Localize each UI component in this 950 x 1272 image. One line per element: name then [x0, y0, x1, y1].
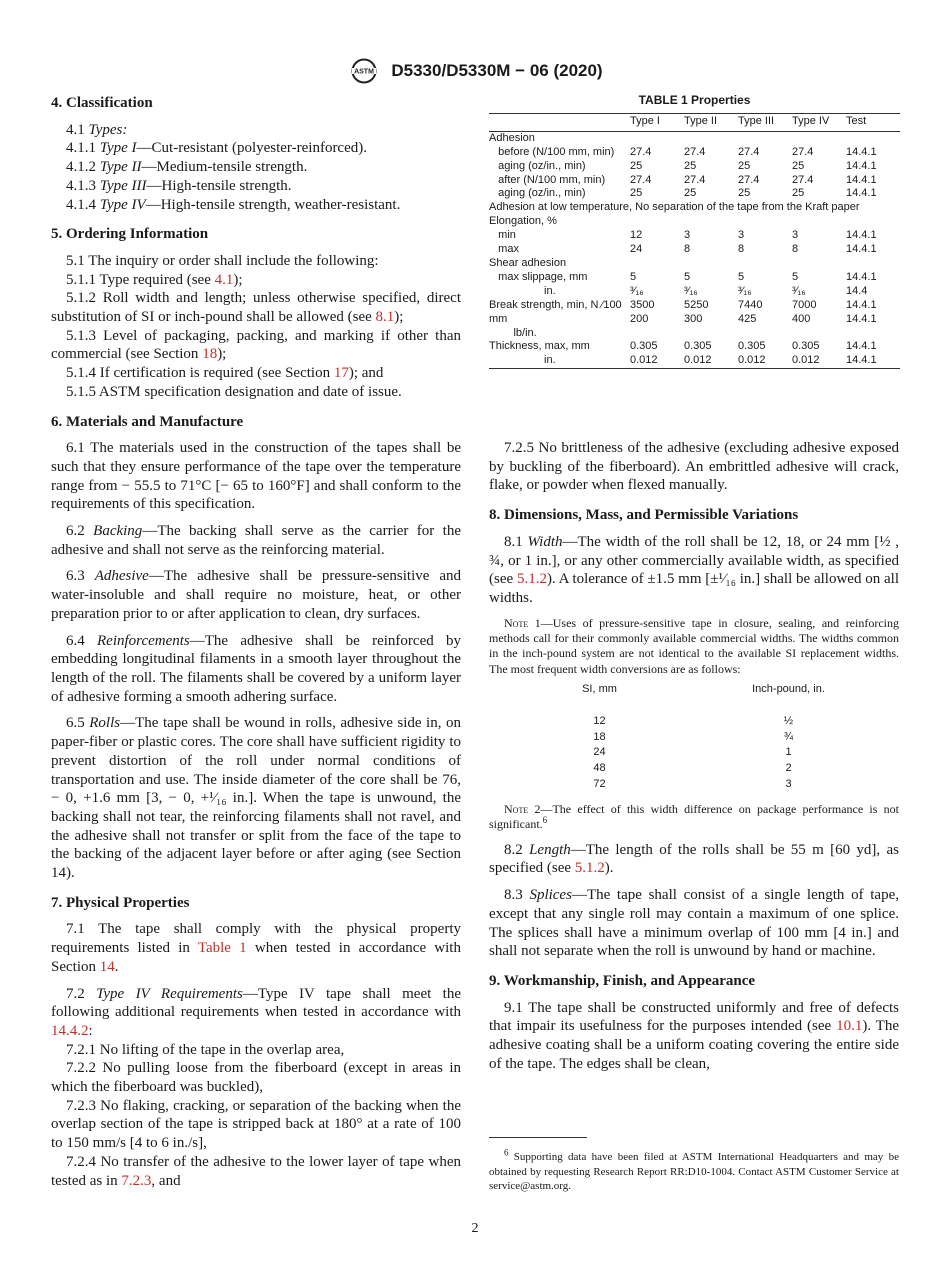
section-4-title: 4. Classification	[51, 95, 153, 111]
table-cell: 7440	[738, 298, 763, 311]
table-cell: 24	[630, 243, 643, 256]
table-cell: 14.4.1	[846, 270, 877, 283]
para-5-1-5: 5.1.5 ASTM specification designation and date of issue.	[66, 383, 402, 400]
table-cell: 200	[630, 312, 649, 325]
para-9-1: 9.1 The tape shall be constructed uniformly and free of defects that impair its usefulness for the purposes intended (see 10.1). The adhesive coating shall be a uniform coating covering the entire side of the tape. The edges shall be clean,	[489, 999, 899, 1072]
para-7-2-2: 7.2.2 No pulling loose from the fiberboard (except in areas in which the fiberboard was buckled),	[51, 1060, 461, 1096]
table-cell: Adhesion	[489, 131, 535, 144]
table-row	[489, 201, 900, 215]
table-cell: 5250	[684, 298, 709, 311]
table-cell: ³⁄₁₆	[738, 284, 752, 297]
para-6-5: 6.5 Rolls—The tape shall be wound in rolls, adhesive side in, on paper-fiber or plastic cores. The core shall have sufficient rigidity to prevent distortion of the roll under normal conditions of transportation and use. The inside diameter of the core shall be 76, − 0, +1.6 mm [3, − 0, +¹⁄₁₆ in.]. When the tape is unwound, the backing shall not tear, the reinforcing filaments shall not ravel, and the adhesive shall not transfer or split from the face of the tape to the backing of the adjacent layer before or after aging (see Section 14).	[51, 715, 461, 882]
link-7-2-3[interactable]: 7.2.3	[121, 1172, 152, 1189]
link-4-1[interactable]: 4.1	[214, 271, 234, 288]
table-cell: 25	[738, 159, 751, 172]
table-cell: 5	[792, 270, 799, 283]
table-cell: 8	[792, 243, 799, 256]
astm-logo-icon	[347, 58, 381, 84]
table-cell: Elongation, %	[489, 215, 557, 228]
table-cell: 3	[792, 229, 799, 242]
table-cell: 25	[738, 187, 751, 200]
table-cell: in.	[489, 354, 556, 367]
table-row: 72 3	[593, 778, 792, 791]
table-header-cell: Type III	[738, 114, 775, 127]
section-9-title: 9. Workmanship, Finish, and Appearance	[489, 972, 756, 989]
table-1	[489, 94, 900, 369]
table-1-title: TABLE 1 Properties	[638, 93, 751, 107]
table-row	[489, 313, 900, 327]
footnote-6: $^6$ Supporting data have been filed at ASTM International Headquarters and may be obtained by requesting Research Report RR:D10-1004. Contact ASTM Customer Service at service@astm.org.	[489, 1147, 899, 1193]
table-cell: 14.4	[846, 284, 868, 297]
footnote-divider	[489, 1137, 587, 1138]
table-cell: Shear adhesion	[489, 256, 567, 269]
table-cell: 3500	[630, 298, 655, 311]
page-header	[0, 58, 950, 84]
table-header-row	[506, 683, 882, 697]
table-row	[489, 146, 900, 160]
table-row	[489, 243, 900, 257]
para-6-2: 6.2 Backing—The backing shall serve as the carrier for the adhesive and shall not serve as the reinforcing material.	[51, 523, 462, 558]
para-8-1: 8.1 Width—The width of the roll shall be 12, 18, or 24 mm [½ , ¾, or 1 in.], or any other commercially available width, as specified (see 5.1.2). A tolerance of ±1.5 mm [±¹⁄₁₆ in.] shall be allowed on all widths.	[489, 533, 900, 606]
table-cell: 14.4.1	[846, 145, 877, 158]
note-2: Note 2—The effect of this width difference on package performance is not significant.$^6$	[489, 802, 900, 832]
para-4-1-4: 4.1.4 Type IV—High-tensile strength, weather-resistant.	[66, 196, 401, 213]
table-cell: after (N/100 mm, min)	[489, 173, 606, 186]
table-cell: 5	[738, 270, 745, 283]
table-cell: 14.4.1	[846, 173, 877, 186]
table-cell: 7000	[792, 298, 817, 311]
table-row	[489, 327, 900, 341]
table-row: 12 ½	[593, 714, 794, 727]
table-cell: 0.012	[792, 354, 820, 367]
section-5-title: 5. Ordering Information	[51, 226, 209, 243]
table-row	[489, 131, 900, 145]
table-cell: 14.4.1	[846, 354, 877, 367]
table-cell: 25	[684, 187, 697, 200]
table-cell: 27.4	[738, 173, 760, 186]
table-cell: 0.305	[630, 340, 658, 353]
table-cell: Break strength, min, N ⁄100	[489, 298, 622, 311]
table-cell: 14.4.1	[846, 312, 877, 325]
table-cell: 27.4	[792, 173, 814, 186]
table-cell: 14.4.1	[846, 340, 877, 353]
table-cell: 0.305	[738, 340, 766, 353]
note-1: Note 1—Uses of pressure-sensitive tape in closure, sealing, and reinforcing methods call for their commonly available commercial widths. The widths common in the inch-pound system are not identical to the available SI replacement widths. The most frequent width conversions are as follows:	[489, 615, 899, 676]
table-row	[489, 215, 900, 229]
table-cell: 0.305	[792, 340, 820, 353]
table-cell: 5	[684, 270, 691, 283]
para-7-2-5: 7.2.5 No brittleness of the adhesive (excluding adhesive exposed by buckling of the fiberboard). An embrittled adhesive will crack, flake, or powder when flexed manually.	[489, 440, 899, 494]
page-number: 2	[471, 1221, 479, 1236]
table-cell: max slippage, mm	[489, 270, 588, 283]
section-8-title: 8. Dimensions, Mass, and Permissible Variations	[489, 507, 799, 524]
table-cell: 3	[738, 229, 745, 242]
table-row: 18 ¾	[593, 730, 794, 743]
table-cell: 27.4	[630, 145, 652, 158]
table-cell: 14.4.1	[846, 159, 877, 172]
table-cell: ³⁄₁₆	[792, 284, 806, 297]
table-row	[489, 257, 900, 271]
table-cell: mm	[489, 312, 508, 325]
table-cell: 27.4	[792, 145, 814, 158]
para-6-4: 6.4 Reinforcements—The adhesive shall be reinforced by embedding longitudinal filaments in a smooth layer throughout the length of the roll. The filaments shall be covered by a uniform layer of adhesive forming a smooth adhering surface.	[51, 632, 461, 705]
para-5-1-1: 5.1.1 Type required (see 4.1);	[66, 271, 243, 288]
table-cell: in.	[489, 284, 556, 297]
para-8-2: 8.2 Length—The length of the rolls shall be 55 m [60 yd], as specified (see 5.1.2).	[489, 841, 899, 877]
table-cell: 0.012	[738, 354, 766, 367]
table-cell: 14.4.1	[846, 229, 877, 242]
table-row	[489, 160, 900, 174]
table-cell: 400	[792, 312, 811, 325]
right-column	[489, 439, 899, 1073]
table-cell: 5	[630, 270, 637, 283]
table-cell: 14.4.1	[846, 298, 877, 311]
link-8-1[interactable]: 8.1	[375, 309, 395, 326]
table-cell: 12	[630, 229, 643, 242]
para-7-2-4: 7.2.4 No transfer of the adhesive to the lower layer of tape when tested as in 7.2.3, and	[51, 1153, 461, 1189]
table-header-cell	[489, 113, 630, 131]
para-4-1: 4.1 Types:	[66, 121, 128, 138]
table-cell: 27.4	[684, 173, 706, 186]
table-cell: 25	[630, 159, 643, 172]
table-cell: Thickness, max, mm	[489, 340, 590, 353]
table-cell: 27.4	[684, 145, 706, 158]
table-cell: 14.4.1	[846, 187, 877, 200]
link-10-1[interactable]: 10.1	[836, 1018, 863, 1035]
svg-text:ASTM: ASTM	[354, 68, 375, 76]
table-cell: 300	[684, 312, 703, 325]
table-cell: before (N/100 mm, min)	[489, 145, 615, 158]
para-7-2-1: 7.2.1 No lifting of the tape in the overlap area,	[66, 1041, 345, 1058]
table-cell: ³⁄₁₆	[630, 284, 644, 297]
table-cell: 425	[738, 312, 757, 325]
table-cell: 27.4	[630, 173, 652, 186]
link-14-4-2[interactable]: 14.4.2	[51, 1022, 89, 1039]
table-cell: 25	[684, 159, 697, 172]
table-row	[489, 299, 900, 313]
table-cell: max	[489, 243, 519, 256]
left-column	[51, 94, 461, 1190]
width-conversion-table	[504, 681, 884, 794]
table-cell: aging (oz/in., min)	[489, 187, 586, 200]
table-cell: 0.012	[684, 354, 712, 367]
table-row	[489, 187, 900, 201]
table-row: 24 1	[593, 746, 792, 759]
table-row	[489, 174, 900, 188]
table-row: 48 2	[593, 762, 792, 775]
table-cell: min	[489, 229, 516, 242]
link-section-17[interactable]: 17	[333, 365, 349, 382]
section-7-title: 7. Physical Properties	[51, 894, 190, 911]
table-row	[489, 285, 900, 299]
link-5-1-2[interactable]: 5.1.2	[516, 571, 547, 588]
para-4-1-3: 4.1.3 Type III—High-tensile strength.	[66, 177, 292, 194]
link-section-14[interactable]: 14	[99, 958, 115, 975]
table-cell: 27.4	[738, 145, 760, 158]
para-7-1: 7.1 The tape shall comply with the physical property requirements listed in Table 1 when tested in accordance with Section 14.	[51, 921, 461, 975]
table-cell: 8	[684, 243, 691, 256]
table-header-cell: Type I	[630, 114, 660, 127]
para-4-1-2: 4.1.2 Type II—Medium-tensile strength.	[66, 159, 308, 176]
para-5-1-4: 5.1.4 If certification is required (see Section 17); and	[66, 365, 384, 382]
table-header-cell: Type IV	[792, 114, 830, 127]
table-row	[489, 340, 900, 354]
document-designation: D5330/D5330M − 06 (2020)	[391, 61, 603, 80]
table-cell: 3	[684, 229, 691, 242]
table-cell: 25	[792, 187, 805, 200]
link-table-1[interactable]: Table 1	[197, 940, 247, 957]
para-5-1-2: 5.1.2 Roll width and length; unless otherwise specified, direct substitution of SI or inch-pound shall be allowed (see 8.1);	[51, 290, 461, 326]
table-cell: 8	[738, 243, 745, 256]
table-header-cell: Test	[846, 114, 867, 127]
link-section-18[interactable]: 18	[202, 346, 218, 363]
table-row	[489, 354, 900, 368]
table-header-cell: Inch-pound, in.	[752, 682, 825, 695]
link-5-1-2[interactable]: 5.1.2	[574, 860, 605, 877]
table-cell: 25	[792, 159, 805, 172]
table-cell: Adhesion at low temperature, No separation of the tape from the Kraft paper	[489, 201, 860, 214]
para-7-2: 7.2 Type IV Requirements—Type IV tape shall meet the following additional requirements when tested in accordance with 14.4.2:	[51, 985, 462, 1039]
table-header-cell: SI, mm	[582, 682, 617, 695]
para-4-1-1: 4.1.1 Type I—Cut-resistant (polyester-reinforced).	[66, 140, 367, 157]
section-6-title: 6. Materials and Manufacture	[51, 413, 244, 430]
table-cell: lb/in.	[489, 326, 537, 339]
para-5-1: 5.1 The inquiry or order shall include the following:	[66, 252, 379, 269]
table-cell: 14.4.1	[846, 243, 877, 256]
table-cell: 0.012	[630, 354, 658, 367]
table-cell: ³⁄₁₆	[684, 284, 698, 297]
table-row	[489, 229, 900, 243]
para-5-1-3: 5.1.3 Level of packaging, packing, and marking if other than commercial (see Section 18);	[51, 327, 461, 363]
table-cell: aging (oz/in., min)	[489, 159, 586, 172]
table-cell: 0.305	[684, 340, 712, 353]
para-7-2-3: 7.2.3 No flaking, cracking, or separation of the backing when the overlap section of the tape is stripped back at 180° at a rate of 100 to 150 mm/s [4 to 6 in./s],	[51, 1097, 461, 1152]
table-header-row	[489, 113, 900, 131]
table-header-cell: Type II	[684, 114, 718, 127]
para-6-3: 6.3 Adhesive—The adhesive shall be pressure-sensitive and water-insoluble and shall require no moisture, heat, or other preparation prior to or after application to clean, dry surfaces.	[51, 568, 461, 622]
table-row	[489, 271, 900, 285]
para-6-1: 6.1 The materials used in the construction of the tapes shall be such that they ensure performance of the tape over the temperature range from − 55.5 to 71°C [− 65 to 160°F] and shall conform to the requirements of this specification.	[51, 440, 461, 513]
table-cell: 25	[630, 187, 643, 200]
para-8-3: 8.3 Splices—The tape shall consist of a single length of tape, except that any single roll may contain a maximum of one splice. The splices shall have a minimum overlap of 100 mm [4 in.] and shall not separate when the roll is unwound by hand or machine.	[489, 887, 900, 960]
